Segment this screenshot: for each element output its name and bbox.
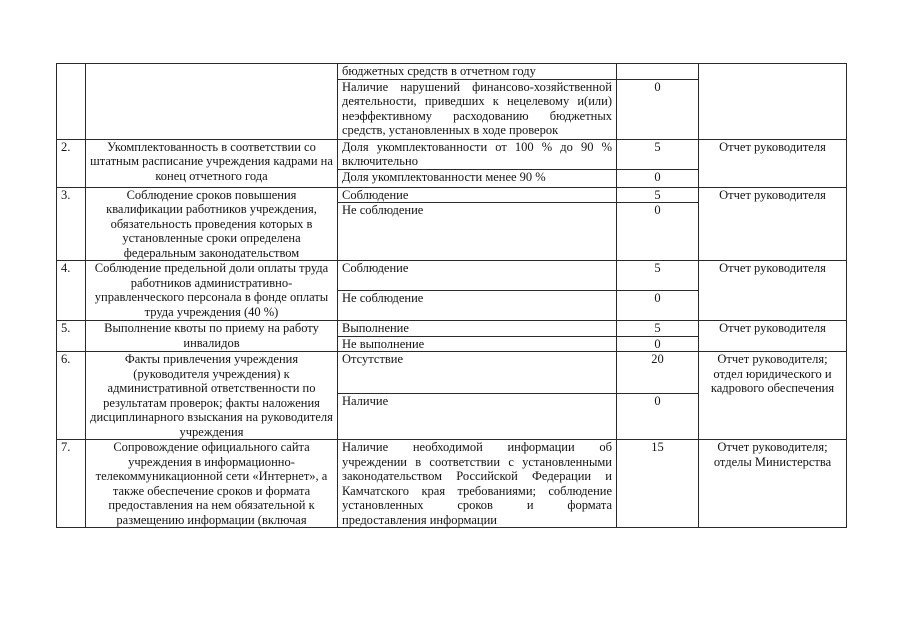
condition-cell [338, 440, 617, 528]
score-cell: 0 [617, 291, 699, 321]
score-cell: 0 [617, 336, 699, 352]
score-cell: 15 [617, 440, 699, 528]
condition-cell: Не соблюдение [338, 203, 617, 261]
source-cell: Отчет руководителя; отделы Министерства [699, 440, 847, 528]
criterion-cell: Укомплектованность в соответствии со штатным расписание учреждения кадрами на конец отчетного года [86, 139, 338, 187]
criterion-cell: Факты привлечения учреждения (руководителя учреждения) к административной ответственности по результатам проверок; факты наложения дисциплинарного взыскания на руководителя учреждения [86, 352, 338, 440]
row-number: 7. [57, 440, 86, 528]
row-number: 5. [57, 321, 86, 352]
condition-cell: Не выполнение [338, 336, 617, 352]
condition-line: Камчатского края требованиями; соблюдение [342, 483, 612, 498]
score-cell: 5 [617, 139, 699, 169]
condition-line: установленных сроков и формата [342, 498, 612, 512]
score-cell: 5 [617, 261, 699, 291]
row-number: 4. [57, 261, 86, 321]
table-row [57, 321, 847, 337]
score-cell: 5 [617, 187, 699, 203]
condition-cell: Выполнение [338, 321, 617, 337]
condition-line: предоставления информации [342, 512, 497, 527]
score-cell: 0 [617, 394, 699, 440]
table-row [57, 261, 847, 291]
row-number: 2. [57, 139, 86, 187]
source-cell: Отчет руководителя [699, 139, 847, 187]
condition-line: Доля укомплектованности от 100 % до 90 % [342, 139, 612, 154]
criteria-table [56, 63, 847, 528]
table-row [57, 187, 847, 203]
criterion-cell: Соблюдение сроков повышения квалификации работников учреждения, обязательность проведения которых в установленные сроки определена федеральным законодательством [86, 187, 338, 261]
criterion-cell: Выполнение квоты по приему на работу инвалидов [86, 321, 338, 352]
table-row [57, 440, 847, 528]
condition-line: Наличие необходимой информации об [342, 440, 612, 454]
table-row [57, 352, 847, 394]
score-cell: 5 [617, 321, 699, 337]
condition-cell: Наличие [338, 394, 617, 440]
source-cell: Отчет руководителя; отдел юридического и кадрового обеспечения [699, 352, 847, 440]
row-number [57, 64, 86, 140]
condition-line: включительно [342, 154, 418, 168]
table-row [57, 139, 847, 169]
criterion-cell: Соблюдение предельной доли оплаты труда работников административно-управленческого персонала в фонде оплаты труда учреждения (40 %) [86, 261, 338, 321]
condition-cell: Не соблюдение [338, 291, 617, 321]
score-cell [617, 64, 699, 80]
condition-line: неэффективному расходованию бюджетных [342, 108, 612, 123]
row-number: 3. [57, 187, 86, 261]
condition-cell: Соблюдение [338, 187, 617, 203]
condition-line: учреждении в соответствии с установленными [342, 454, 612, 469]
condition-line: деятельности, приведших к нецелевому и(или) [342, 94, 612, 108]
source-cell: Отчет руководителя [699, 261, 847, 321]
score-cell: 0 [617, 79, 699, 139]
criterion-cell [86, 64, 338, 140]
row-number: 6. [57, 352, 86, 440]
condition-cell: Соблюдение [338, 261, 617, 291]
score-cell: 20 [617, 352, 699, 394]
source-cell [699, 64, 847, 140]
criterion-cell: Сопровождение официального сайта учреждения в информационно-телекоммуникационной сети «Интернет», а также обеспечение сроков и формата предоставления на нем обязательной к размещению информации (включая [86, 440, 338, 528]
score-cell: 0 [617, 169, 699, 187]
condition-line: законодательством Российской Федерации и [342, 469, 612, 483]
source-cell: Отчет руководителя [699, 187, 847, 261]
condition-line: Наличие нарушений финансово-хозяйственной [342, 79, 612, 94]
condition-cell: Доля укомплектованности менее 90 % [338, 169, 617, 187]
condition-cell: Отсутствие [338, 352, 617, 394]
condition-cell [338, 139, 617, 169]
condition-cell: бюджетных средств в отчетном году [338, 64, 617, 80]
condition-cell [338, 79, 617, 139]
source-cell: Отчет руководителя [699, 321, 847, 352]
score-cell: 0 [617, 203, 699, 261]
condition-line: средств, установленных в ходе проверок [342, 123, 559, 137]
table-row [57, 64, 847, 80]
